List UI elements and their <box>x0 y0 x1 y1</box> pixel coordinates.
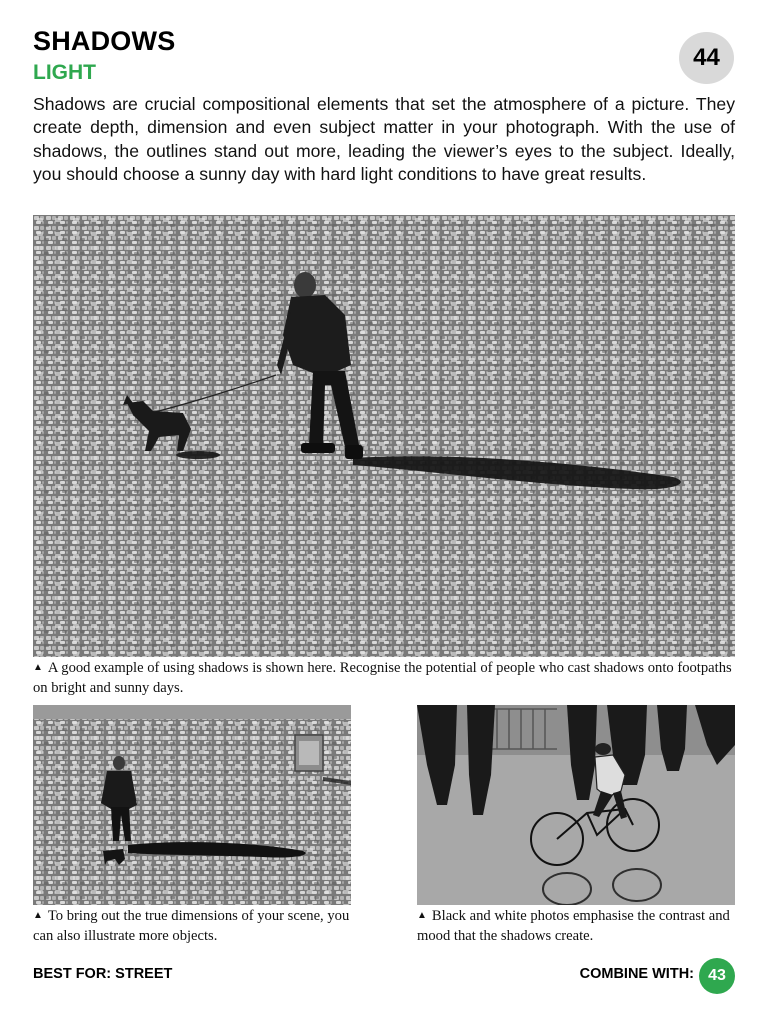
left-photo <box>33 705 351 905</box>
main-photo-caption: A good example of using shadows is shown here. Recognise the potential of people who cast shadows onto footpaths on bright and sunny days. <box>33 660 732 696</box>
combine-with-page-badge[interactable]: 43 <box>699 958 735 994</box>
left-photo-caption-wrap <box>33 907 351 946</box>
cyclist-photo <box>417 705 735 905</box>
right-photo-caption: Black and white photos emphasise the contrast and mood that the shadows create. <box>417 908 730 944</box>
page-number-badge: 44 <box>679 32 734 84</box>
section-subtitle: LIGHT <box>33 61 96 84</box>
page-title: SHADOWS <box>33 26 176 56</box>
caption-arrow-up-icon: ▲ <box>33 662 43 673</box>
main-photo <box>33 215 735 657</box>
caption-arrow-up-icon: ▲ <box>417 910 427 921</box>
intro-paragraph: Shadows are crucial compositional elements that set the atmosphere of a picture. They create depth, dimension and even subject matter in your photograph. With the use of shadows, the outlines stand out more, leading the viewer’s eyes to the subject. Ideally, you should choose a sunny day with hard light conditions to have great results. <box>33 94 735 185</box>
main-photo-caption-wrap <box>33 659 735 698</box>
right-photo <box>417 705 735 905</box>
man-walking-dog-photo <box>33 215 735 657</box>
caption-arrow-up-icon: ▲ <box>33 910 43 921</box>
left-photo-caption: To bring out the true dimensions of your scene, you can also illustrate more objects. <box>33 908 350 944</box>
right-photo-caption-wrap <box>417 907 735 946</box>
combine-with-label: COMBINE WITH: <box>579 966 694 982</box>
best-for-label: BEST FOR: STREET <box>33 966 173 982</box>
man-with-dog-photo <box>33 705 351 905</box>
